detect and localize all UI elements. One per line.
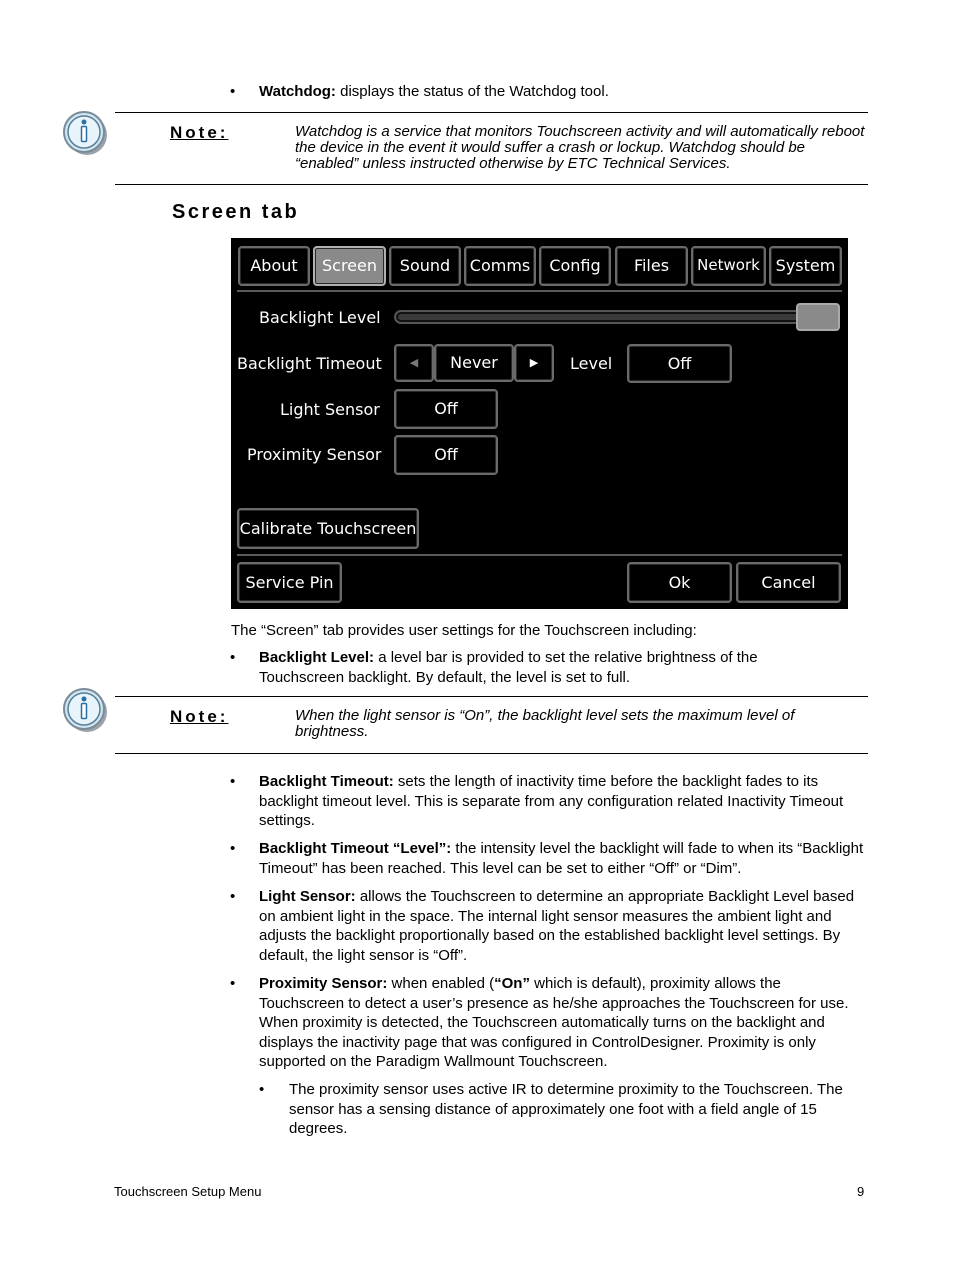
backlight-level-slider[interactable] <box>394 310 840 324</box>
note-top-rule <box>115 112 868 113</box>
note-label: Note: <box>170 123 229 142</box>
tab-config[interactable]: Config <box>539 246 611 286</box>
bullet-marker: • <box>230 83 236 100</box>
section-title: Screen tab <box>172 201 300 223</box>
tab-comms[interactable]: Comms <box>464 246 536 286</box>
tab-system[interactable]: System <box>769 246 842 286</box>
bullet-marker: • <box>230 773 236 790</box>
note-text: Watchdog is a service that monitors Touchscreen activity and will automatically reboot the device in the event it would suffer a crash or lockup. Watchdog should be “enabled” unless instructed otherwise by ETC Technical Services. <box>295 123 865 172</box>
bullet-text: allows the Touchscreen to determine an appropriate Backlight Level based on ambient light in the space. The internal light sensor measures the ambient light and adjusts the backlight proportionally based on the established backlight level settings. By default, the light sensor is “Off”. <box>259 888 855 964</box>
proximity-sensor-label: Proximity Sensor <box>247 445 382 464</box>
bullet-text: sets the length of inactivity time before the backlight fades to its backlight timeout level. This is separate from any configuration related Inactivity Timeout settings. <box>259 773 844 829</box>
info-icon <box>62 687 108 733</box>
tabs-divider <box>237 290 842 292</box>
backlight-level-label: Backlight Level <box>259 308 381 327</box>
note-top-rule <box>115 696 868 697</box>
bullet-term: Proximity Sensor: <box>259 975 388 992</box>
bullet-term: Backlight Level: <box>259 649 375 666</box>
bullet-text: displays the status of the Watchdog tool. <box>335 83 609 100</box>
timeout-value: Never <box>434 344 514 382</box>
bullet-text: a level bar is provided to set the relative brightness of the Touchscreen backlight. By default, the level is set to full. <box>259 649 758 686</box>
tab-network[interactable]: Network <box>691 246 766 286</box>
tab-sound[interactable]: Sound <box>389 246 461 286</box>
watchdog-bullet <box>259 82 869 102</box>
timeout-prev-button[interactable] <box>394 344 434 382</box>
bullet-on-value: “On” <box>494 975 530 992</box>
footer-divider <box>237 554 842 556</box>
cancel-button[interactable]: Cancel <box>736 562 841 603</box>
level-label: Level <box>570 354 613 373</box>
calibrate-touchscreen-button[interactable]: Calibrate Touchscreen <box>237 508 419 549</box>
bullet-marker: • <box>230 975 236 992</box>
bullet-term: Backlight Timeout: <box>259 773 394 790</box>
tab-about[interactable]: About <box>238 246 310 286</box>
bullet-term: Watchdog: <box>259 83 336 100</box>
tab-screen[interactable]: Screen <box>313 246 386 286</box>
touchscreen-panel <box>231 238 848 609</box>
service-pin-button[interactable]: Service Pin <box>237 562 342 603</box>
note-text: When the light sensor is “On”, the backlight level sets the maximum level of brightness. <box>295 707 795 740</box>
backlight-timeout-label: Backlight Timeout <box>237 354 382 373</box>
chevron-right-icon: ▶ <box>529 356 539 370</box>
bullet-text: which is default), proximity allows the Touchscreen to detect a user’s presence as he/she approaches the Touchscreen for use. When proximity is detected, the Touchscreen automatically turns on the backlight and displays the inactivity page that was configured in ControlDesigner. Proximity is only supported on the Paradigm Wallmount Touchscreen. <box>259 975 849 1070</box>
bullet-marker: • <box>230 888 236 905</box>
sub-bullet-marker: • <box>259 1081 265 1098</box>
intro-paragraph: The “Screen” tab provides user settings for the Touchscreen including: <box>231 622 697 639</box>
note-bottom-rule <box>115 184 868 185</box>
timeout-next-button[interactable] <box>514 344 554 382</box>
light-sensor-bullet <box>259 887 864 965</box>
bullet-marker: • <box>230 649 236 666</box>
note-bottom-rule <box>115 753 868 754</box>
bullet-marker: • <box>230 840 236 857</box>
footer-title: Touchscreen Setup Menu <box>114 1184 262 1199</box>
bullet-text-pre: when enabled ( <box>387 975 495 992</box>
page-number: 9 <box>857 1184 865 1199</box>
backlight-timeout-bullet <box>259 772 864 831</box>
proximity-sub-bullet: The proximity sensor uses active IR to determine proximity to the Touchscreen. The sensor has a sensing distance of approximately one foot with a field angle of 15 degrees. <box>289 1081 843 1137</box>
note-label: Note: <box>170 707 229 726</box>
proximity-sensor-bullet <box>259 974 867 1072</box>
proximity-sensor-toggle[interactable]: Off <box>394 435 498 475</box>
bullet-term: Light Sensor: <box>259 888 356 905</box>
timeout-level-bullet <box>259 839 864 878</box>
light-sensor-toggle[interactable]: Off <box>394 389 498 429</box>
backlight-level-bullet <box>259 648 844 687</box>
slider-handle[interactable] <box>796 303 840 331</box>
info-icon <box>62 110 108 156</box>
slider-fill <box>398 314 836 320</box>
bullet-text: the intensity level the backlight will fade to when its “Backlight Timeout” has been reached. This level can be set to either “Off” or “Dim”. <box>259 840 864 877</box>
ok-button[interactable]: Ok <box>627 562 732 603</box>
bullet-term: Backlight Timeout “Level”: <box>259 840 452 857</box>
chevron-left-icon: ◀ <box>409 356 419 370</box>
level-value-button[interactable]: Off <box>627 344 732 383</box>
tab-files[interactable]: Files <box>615 246 688 286</box>
light-sensor-label: Light Sensor <box>280 400 380 419</box>
